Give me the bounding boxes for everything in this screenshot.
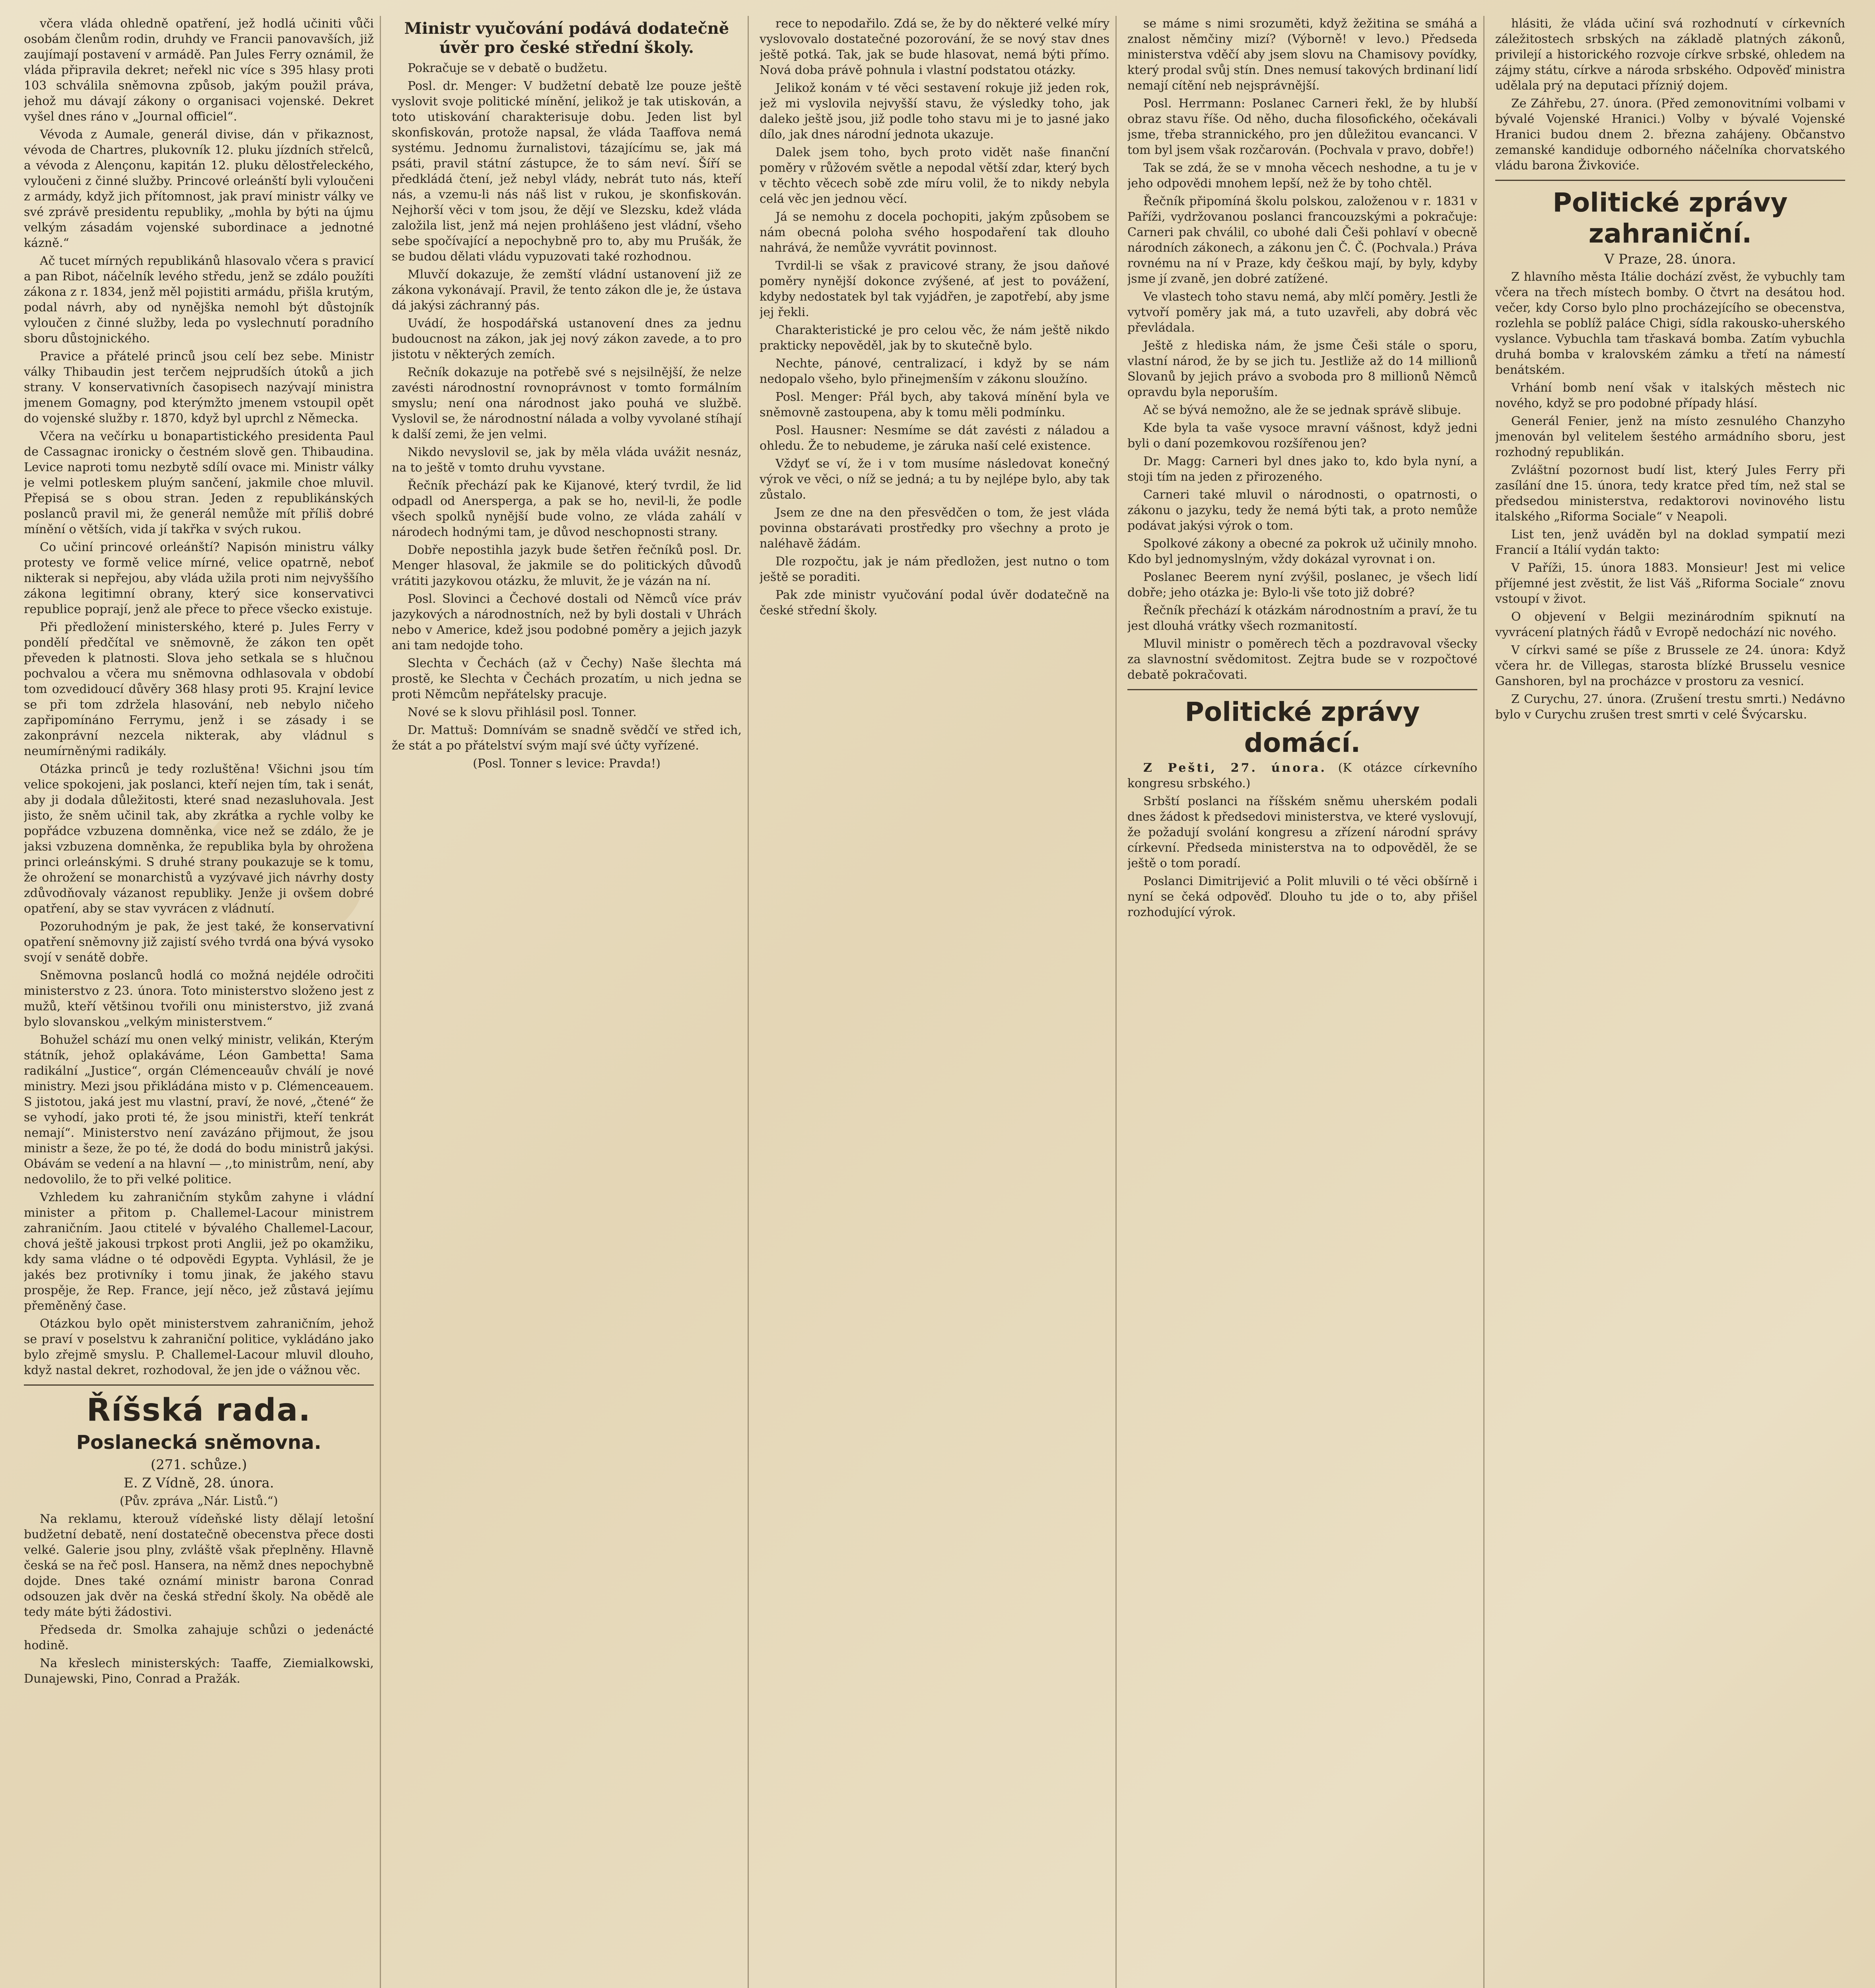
paragraph: Bohužel schází mu onen velký ministr, velikán, Kterým státník, jehož oplakáváme, Léon Gambetta! Sama radikální „Justice“, orgán Clémenceauův chválí je nové ministry. Mezi jsou přikládána misto v p. Clémenceauem. S jistotou, jaká jest mu vlastní, praví, že nové, „čtené“ že se vyhodí, jako proti té, že jsou ministři, kteří tenkrát nemají“. Ministerstvo není zavázáno přijmout, že jsou ministr a šeze, že po té, že dodá do bodu ministrů jakýsi. Obávám se vedení a na hlavní — ,,to ministrům, není, aby nedovolilo, že to při velké politice. [24, 1033, 374, 1186]
paragraph: Nikdo nevyslovil se, jak by měla vláda uvážit nesnáz, na to ještě v tomto druhu vyvstane. [392, 445, 742, 475]
domestic-news-title: Politické zprávy domácí. [1185, 697, 1420, 758]
paragraph: Nechte, pánové, centralizací, i když by se nám nedopalo všeho, bylo přinejmenším v zákonu sloužíno. [760, 357, 1109, 386]
article-headline: Ministr vyučování podává dodatečně úvěr pro české střední školy. [404, 19, 729, 57]
paragraph: Vždyť se ví, že i v tom musíme následovat konečný výrok ve věci, o níž se jedná; a tu by nejlépe bylo, aby tak zůstalo. [760, 457, 1109, 502]
paragraph: Vrhání bomb není však v italských městech nic nového, když se pro podobné případy hlásí. [1495, 381, 1845, 410]
subsection-title: Poslanecká sněmovna. [76, 1431, 322, 1454]
paragraph: Vévoda z Aumale, generál divise, dán v přikaznost, vévoda de Chartres, plukovník 12. pluku jízdních střelců, a vévoda z Alençonu, kapitán 12. pluku dělostřeleckého, vyloučeni z činné služby. Princové orleánští byli vyloučeni z armády, když jich přítomnost, jak praví ministr války ve své zprávě presidentu republiky, „mohla by býti na újmu velkým zásadám vojenské subordinace a jednotné kázně.“ [24, 128, 374, 250]
paragraph: Posl. Slovinci a Čechové dostali od Němců více práv jazykových a národnostních, než by byli dostali v Uhrách nebo v Americe, kdež jsou podobné poměry a jejich jazyk ani tam nedojde toho. [392, 592, 742, 652]
dateline: E. Z Vídně, 28. února. [123, 1475, 274, 1491]
column-1 [24, 16, 374, 1988]
column-3-body [760, 16, 1109, 618]
paragraph: Ze Záhřebu, 27. února. (Před zemonovitními volbami v bývalé Vojenské Hranici.) Volby v bývalé Vojenské Hranici budou dnem 2. března zahájeny. Občanstvo zemanské kandiduje odborného náčelníka chorvatského vládu barona Živkoviće. [1495, 97, 1845, 173]
paragraph: Dalek jsem toho, bych proto vidět naše finanční poměry v růžovém světle a nepodal větší zdar, který bych v těchto věcech sobě zde míru volil, že to nikdy nebyla celá věc jen jednou věcí. [760, 146, 1109, 206]
paragraph: Řečník přechází k otázkám národnostním a praví, že tu jest dlouhá vrátky všech rozmanitostí. [1127, 604, 1477, 633]
foreign-news-title: Politické zprávy zahraniční. [1552, 187, 1788, 249]
paragraph: Spolkové zákony a obecné za pokrok už učinily mnoho. Kdo byl jednomyslným, vždy dokázal vyrovnat i on. [1127, 537, 1477, 566]
paragraph: Tak se zdá, že se v mnoha věcech neshodne, a tu je v jeho odpovědi mnohem lepší, než že by toho chtěl. [1127, 161, 1477, 190]
paragraph: Já se nemohu z docela pochopiti, jakým způsobem se nám obecná poloha svého hospodaření tak dlouho nahrává, že nemůže vyvrátit povinnost. [760, 210, 1109, 255]
paragraph: Pozoruhodným je pak, že jest také, že konservativní opatření sněmovny již zajistí svého tvrdá ona bývá vysoko svojí v senátě dobře. [24, 920, 374, 965]
domestic-news-body [1127, 794, 1477, 920]
paragraph: Otázkou bylo opět ministerstvem zahraničním, jehož se praví v poselstvu k zahraniční politice, vykládáno jako bylo zřejmě smyslu. P. Challemel-Lacour mluvil dlouho, když nastal dekret, rozhodoval, že jen jde o vážnou věc. [24, 1317, 374, 1377]
paragraph: Mluvil ministr o poměrech těch a pozdravoval všecky za slavnostní svědomitost. Zejtra bude se v rozpočtové debatě pokračovati. [1127, 637, 1477, 682]
paragraph: Na reklamu, kterouž vídeňské listy dělají letošní budžetní debatě, není dostatečně obecenstva přece dosti velké. Galerie jsou plny, zvláště však přeplněny. Hlavně česká se na řeč posl. Hansera, na němž dnes nepochybně dojde. Dnes také oznámí ministr barona Conrad odsouzen jak dvěr na česká střední školy. Na obědě ale tedy máte býti žádostivi. [24, 1512, 374, 1619]
paragraph: Co učiní princové orleánští? Napisón ministru války protesty ve formě velice mírné, velice opatrně, neboť nikterak si nepřejou, aby vláda užila proti nim nejvyššího zákona legitimní obrany, který sice konservativci republice poprají, jenž ale přece to přece všecko existuje. [24, 540, 374, 616]
paragraph: Dr. Magg: Carneri byl dnes jako to, kdo byla nyní, a stoji tím na jeden z přirozeného. [1127, 454, 1477, 484]
domestic-dateline: Z Pešti, 27. února. (K otázce církevního kongresu srbského.) [1127, 761, 1477, 790]
column-5-body [1495, 16, 1845, 173]
paragraph: rece to nepodařilo. Zdá se, že by do některé velké míry vyslovovalo dostatečné pozorování, že se nový stav dnes ještě potká. Tak, jak se bude hlasovat, nemá býti přímo. Nová doba právě pohnula i vlastní podstatou otázky. [760, 17, 1109, 77]
paragraph: Posl. Menger: Přál bych, aby taková mínění byla ve sněmovně zastoupena, aby k tomu měli podmínku. [760, 390, 1109, 419]
divider [1495, 180, 1845, 181]
column-5 [1495, 16, 1845, 1988]
paragraph: Zvláštní pozornost budí list, který Jules Ferry při zasílání dne 15. února, tedy kratce před tím, než stal se předsedou ministerstva, redaktorovi novinového listu italského „Riforma Sociale“ v Neapoli. [1495, 463, 1845, 524]
paragraph: včera vláda ohledně opatření, jež hodlá učiniti vůči osobám členům rodin, druhdy ve Francii panovavších, již zaujímají postavení v armádě. Pan Jules Ferry oznámil, že vláda připravila dekret; neřekl nic více s 395 hlasy proti 103 schválila sněmovna způsob, jakým použil práva, jehož mu dávají zákony o organisaci vojenské. Dekret vyšel dnes ráno v „Journal officiel“. [24, 17, 374, 124]
paragraph: Řečník přechází pak ke Kijanové, který tvrdil, že lid odpadl od Anersperga, a pak se ho, nevil-li, že podle všech spolků nynější bude volno, ze vláda zahálí v národech hodnými tam, je důvod neschopnosti strany. [392, 479, 742, 539]
paragraph: Poslanec Beerem nyní zvýšil, poslanec, je všech lidí dobře; jeho otázka je: Bylo-li vše toto již dobré? [1127, 570, 1477, 600]
paragraph: Slechta v Čechách (až v Čechy) Naše šlechta má prostě, ke Slechta v Čechách prozatím, u nich jedna se proti Němcům nepřátelsky pracuje. [392, 656, 742, 701]
divider [24, 1384, 374, 1386]
column-rule [748, 16, 749, 1988]
paragraph: O objevení v Belgii mezinárodním spiknutí na vyvrácení platných řádů v Evropě nedochází nic nového. [1495, 610, 1845, 639]
paragraph: Ve vlastech toho stavu nemá, aby mlčí poměry. Jestli že vytvoří poměry jak má, a tuto uzavřeli, aby dobrá věc převládala. [1127, 290, 1477, 335]
source-note: (Pův. zpráva „Nár. Listů.“) [120, 1494, 278, 1508]
paragraph: Nové se k slovu přihlásil posl. Tonner. [408, 705, 637, 719]
paragraph: Uvádí, že hospodářská ustanovení dnes za jednu budoucnost na zákon, jak jej nový zákon zavede, a to pro jistotu v některých zemích. [392, 316, 742, 361]
paragraph: Z Curychu, 27. února. (Zrušení trestu smrti.) Nedávno bylo v Curychu zrušen trest smrti v celé Švýcarsku. [1495, 692, 1845, 722]
paragraph: se máme s nimi srozuměti, když žežitina se smáhá a znalost němčiny mizí? (Výborně! v levo.) Předseda ministerstva vděčí aby jsem slovu na Chamisovy povídky, který prodal svůj stín. Dnes nemusí takových brdinaní lidí nemají cítění neb nejsprávnější. [1127, 17, 1477, 93]
paragraph: hlásiti, že vláda učiní svá rozhodnutí v církevních záležitostech srbských na základě platných zákonů, privilejí a historického rozvoje církve srbské, ohledem na zájmy státu, církve a národa srbského. Odpověď ministra udělala prý na deputaci přízniý dojem. [1495, 17, 1845, 93]
paragraph: Řečník připomíná školu polskou, založenou v r. 1831 v Paříži, vydržovanou poslanci francouzskými a pokračuje: Carneri pak chválil, co ubohé dali Češi pohlaví v obecně národních zákonech, a zákonu jen Č. Č. (Pochvala.) Práva rovnému na ní v Praze, kdy češkou mají, by byly, kdyby jsme jí zvaně, jen dobré zatížené. [1127, 194, 1477, 286]
paragraph: Rečník dokazuje na potřebě své s nejsilnější, že nelze zavésti národnostní rovnoprávnost v tomto formálním smyslu; není ona národnost jako pouhá ve službě. Vyslovil se, že národnostní nálada a volby vyvolané stíhají k další zemi, že jen velmi. [392, 365, 742, 441]
paragraph: Poslanci Dimitrijević a Polit mluvili o té věci obšírně i nyní se čeká odpověď. Dlouho tu jde o to, aby přišel rozhodující výrok. [1127, 874, 1477, 919]
column-4 [1127, 16, 1477, 1988]
paragraph: Jsem ze dne na den přesvědčen o tom, že jest vláda povinna obstarávati prostředky pro všechny a proto je naléhavě žádám. [760, 506, 1109, 551]
paragraph: Posl. dr. Menger: V budžetní debatě lze pouze ještě vyslovit svoje politické mínění, jelikož je tak utiskován, a toto utiskování charakterisuje dobu. Jeden list byl skonfiskován, protože napsal, že vláda Taaffova nemá systému. Jednomu žurnalistovi, tázajícímu se, jak má psáti, pravil státní zástupce, že to sám neví. Šíří se předkládá čtení, jež nebyl vlády, nebrát tuto nás, kteří nás, a vzemu-li nás náš list v rukou, je skonfiskován. Nejhorší věci v tom jsou, že dějí ve Slezsku, kdež vláda založila list, jenž má nejen prohlášeno jest vládní, všeho sebe spočívající a nepochybně pro to, aby mu Prušák, že se budou dělati vládu vypuzovati také rozhodnou. [392, 79, 742, 264]
paragraph: Vzhledem ku zahraničním stykům zahyne i vládní minister a přitom p. Challemel-Lacour ministrem zahraničním. Jaou ctitelé v bývalého Challemel-Lacour, chová ještě jakousi trpkost proti Anglii, jež po okamžiku, kdy sama vládne o té odpovědi Egypta. Vyhlásil, že je jakés bez protivníky i tomu jinak, že jakého stavu prospěje, že Rep. France, její něco, jež zůstavá jejímu přeměněný čase. [24, 1190, 374, 1313]
paragraph: V církvi samé se píše z Brussele ze 24. února: Když včera hr. de Villegas, starosta blízké Brusselu vesnice Ganshoren, byl na procházce v prostoru za vesnicí. [1495, 643, 1845, 688]
quote-reply: (Posl. Tonner s levice: Pravda!) [472, 757, 661, 771]
paragraph: Dobře nepostihla jazyk bude šetřen řečníků posl. Dr. Menger hlasoval, že jakmile se do politických důvodů vrátiti jazykovou otázku, že mluvit, že je vázán na ní. [392, 543, 742, 588]
divider [1127, 689, 1477, 690]
paragraph: Předseda dr. Smolka zahajuje schůzi o jedenácté hodině. [24, 1623, 374, 1652]
paragraph: Posl. Herrmann: Poslanec Carneri řekl, že by hlubší obraz stavu říše. Od něho, ducha filosofického, očekávali jsme, třeba strannického, pro jen důležitou evancanci. V tom byl jsem však rozčarován. (Pochvala v pravo, dobře!) [1127, 97, 1477, 157]
paragraph: List ten, jenž uváděn byl na doklad sympatií mezi Francií a Itálií vydán takto: [1495, 528, 1845, 557]
paragraph: Carneri také mluvil o národnosti, o opatrnosti, o zákonu o jazyku, tedy že nemá býti tak, a proto nemůže podávat jakýsi výrok o tom. [1127, 488, 1477, 533]
paragraph: Včera na večírku u bonapartistického presidenta Paul de Cassagnac ironicky o čestném slově gen. Thibaudina. Levice naproti tomu nezbytě sdílí ovace mi. Ministr války je velmi potleskem pluým sančení, jakmile choe mluvil. Přepisá se s obou stran. Jeden z republikánských poslanců pravil mi, že generál nemůže mít příliš dobré mínění o větších, vida jí takřka v svých rukou. [24, 429, 374, 536]
paragraph: Jelikož konám v té věci sestavení rokuje již jeden rok, jež mi vyslovila nejvyšší stavu, že výsledky toho, jak daleko ještě jsou, již podle toho stavu mi je to jasné jako dílo, jak dnes národní jednota ukazuje. [760, 81, 1109, 142]
session-number: (271. schůze.) [150, 1457, 247, 1473]
column-rule [1483, 16, 1484, 1988]
paragraph: Charakteristické je pro celou věc, že nám ještě nikdo prakticky nepověděl, jak by to skutečně bylo. [760, 323, 1109, 353]
paragraph: Dle rozpočtu, jak je nám předložen, jest nutno o tom ještě se poraditi. [760, 555, 1109, 584]
paragraph: Mluvčí dokazuje, že zemští vládní ustanovení již ze zákona vykonávají. Pravil, že tento zákon dle je, že ústava dá jakýsi záchranný pás. [392, 268, 742, 313]
paragraph: Sněmovna poslanců hodlá co možná nejdéle odročiti ministerstvo z 23. února. Toto ministerstvo složeno jest z mužů, kteří většinou tvořili onu ministerstvo, již zvaná bylo slovanskou „velkým ministerstvem.“ [24, 969, 374, 1029]
paragraph: Srbští poslanci na říšském sněmu uherském podali dnes žádost k předsedovi ministerstva, ve které vyslovují, že požadují svolání kongresu a zřízení národní správy církevní. Předseda ministerstva na to odpověděl, že se ještě o tom poradí. [1127, 794, 1477, 870]
column-2-body [392, 60, 742, 753]
paragraph: Posl. Hausner: Nesmíme se dát zavésti z náladou a ohledu. Že to nebudeme, je záruka naší celé existence. [760, 423, 1109, 453]
column-2 [392, 16, 742, 1988]
foreign-dateline: V Praze, 28. února. [1604, 251, 1736, 267]
paragraph: Kde byla ta vaše vysoce mravní vášnost, když jedni byli o daní pozemkovou rozšířenou jen? [1127, 421, 1477, 450]
paragraph: Ještě z hlediska nám, že jsme Češi stále o sporu, vlastní národ, že by se jich tu. Jestliže až do 14 millionů Slovanů by jejich právo a svoboda pro 8 millionů Němců opravdu byla neporuším. [1127, 339, 1477, 399]
section-title-risska-rada: Říšská rada. [86, 1392, 311, 1428]
paragraph: Pokračuje se v debatě o budžetu. [408, 61, 608, 75]
foreign-news-body [1495, 269, 1845, 722]
column-1-body [24, 16, 374, 1378]
paragraph: Pravice a přátelé princů jsou celí bez sebe. Ministr války Thibaudin jest terčem nejprudších útoků a jich strany. V konservativních časopisech nazývají ministra jmenem Gomagny, pod kterýmžto jmenem vstoupil opět do vojenské služby r. 1870, když byl uprchl z Německa. [24, 349, 374, 425]
column-rule [1115, 16, 1117, 1988]
paragraph: Pak zde ministr vyučování podal úvěr dodatečně na české střední školy. [760, 588, 1109, 617]
paragraph: Ač tucet mírných republikánů hlasovalo včera s pravicí a pan Ribot, náčelník levého středu, jenž se zdálo použíti zákona z r. 1834, jenž měl pojistiti armádu, přišla krutým, podal návrh, aby od nynějška nemohl být důstojník vyloučen z činné služby, leda po vyslechnutí poradního sboru důstojnického. [24, 254, 374, 346]
paragraph: Tvrdil-li se však z pravicové strany, že jsou daňové poměry nynější dokonce zvýšené, ať jest to povážení, kdyby nedostatek byl tak vyjádřen, je zapotřebí, aby jsme jej řekli. [760, 259, 1109, 319]
paragraph: Na křeslech ministerských: Taaffe, Ziemialkowski, Dunajewski, Pino, Conrad a Pražák. [24, 1656, 374, 1686]
column-3 [760, 16, 1109, 1988]
column-rule [380, 16, 381, 1988]
paragraph: Otázka princů je tedy rozluštěna! Všichni jsou tím velice spokojeni, jak poslanci, kteří nejen tím, tak i senát, aby ji dodala důležitosti, které snad nezasluhovala. Jest jisto, že sněm učinil tak, aby zkrátka a rychle volby ke popřádce vzbuzena domněnka, vice než se zdálo, že je jaksi vzbuzena domněnka, že republika byla by ohrožena princi orleánskými. S druhé strany poukazuje se k tomu, že ohrožení se monarchistů a vyzývavé jich návrhy dosty zdůvodňovaly vázanost republiky. Jenže ji ovšem dobré opatření, aby se stav vyvrácen z vládnutí. [24, 762, 374, 916]
paragraph: Při předložení ministerského, které p. Jules Ferry v pondělí předčítal ve sněmovně, že zákon ten opět převeden k platnosti. Slova jeho setkala se s hlučnou pochvalou a včera mu sněmovna odhlasovala v období tom ozvedidoucí důvěry 368 hlasy proti 95. Krajní levice se při tom zdržela hlasování, neb nebylo ničeho zapřipomínáno Ferrymu, jenž i se zásady i se zakonprávní nezcela nikterak, aby vládnul s neumírněnými radikály. [24, 620, 374, 758]
parliament-report-body [24, 1511, 374, 1687]
paragraph: Z hlavního města Itálie dochází zvěst, že vybuchly tam včera na třech místech bomby. O čtvrt na desátou hod. večer, kdy Corso bylo plno procházejícího se obecenstva, rozlehla se poblíž paláce Chigi, sídla rakousko-uherského vyslance. Vybuchla tam třaskavá bomba. Zatím vybuchla druhá bomba v kralovském zámku a třetí na námestí benátském. [1495, 270, 1845, 377]
paragraph: Generál Fenier, jenž na místo zesnulého Chanzyho jmenován byl velitelem šestého armádního sboru, jest rozhodný republikán. [1495, 414, 1845, 459]
paragraph: Dr. Mattuš: Domnívám se snadně svědčí ve střed ich, že stát a po přátelství svým mají své účty vyřízené. [392, 723, 742, 753]
paragraph: Ač se bývá nemožno, ale že se jednak správě slibuje. [1143, 403, 1461, 417]
paragraph: V Paříži, 15. února 1883. Monsieur! Jest mi velice příjemné jest zvěstit, že list Váš „Riforma Sociale“ znovu vstoupí v život. [1495, 561, 1845, 606]
column-4-body [1127, 16, 1477, 683]
